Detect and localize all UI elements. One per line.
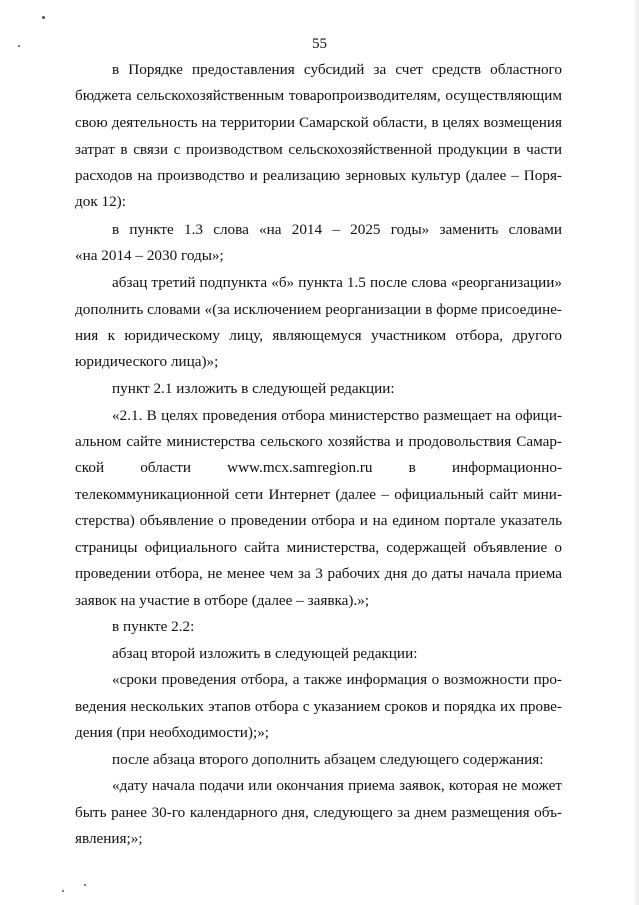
scan-speck xyxy=(62,890,64,892)
text-line: явления;»; xyxy=(75,830,143,847)
text-line: проведении отбора, не менее чем за 3 рабочих дня до даты начала приема xyxy=(75,565,562,582)
text-line: пункт 2.1 изложить в следующей редакции: xyxy=(112,380,395,397)
scan-speck xyxy=(84,884,86,886)
text-line: абзац третий подпункта «б» пункта 1.5 после слова «реорганизации» xyxy=(112,274,562,291)
scan-edge-shadow xyxy=(633,0,639,905)
text-line: «2.1. В целях проведения отбора министерство размещает на офици- xyxy=(112,407,562,424)
text-line: дения (при необходимости);»; xyxy=(75,724,270,741)
text-line: свою деятельность на территории Самарской области, в целях возмещения xyxy=(75,114,562,131)
text-line: в пункте 2.2: xyxy=(112,618,195,635)
text-line: док 12): xyxy=(75,193,126,210)
scan-speck xyxy=(18,45,20,47)
text-line: расходов на производство и реализацию зерновых культур (далее – Поря- xyxy=(75,167,562,184)
text-line: быть ранее 30-го календарного дня, следующего за днем размещения объ- xyxy=(75,804,562,821)
text-line: после абзаца второго дополнить абзацем следующего содержания: xyxy=(112,751,544,768)
text-line: ведения нескольких этапов отбора с указанием сроков и порядка их прове- xyxy=(75,698,562,715)
text-line: «дату начала подачи или окончания приема заявок, которая не может xyxy=(112,777,562,794)
text-line: заявок на участие в отборе (далее – заявка).»; xyxy=(75,592,370,609)
text-line: ния к юридическому лицу, являющемуся участником отбора, другого xyxy=(75,327,562,344)
text-line: бюджета сельскохозяйственным товаропроизводителям, осуществляющим xyxy=(75,87,562,104)
text-line: «сроки проведения отбора, а также информация о возможности про- xyxy=(112,671,562,688)
page-number: 55 xyxy=(312,36,327,52)
text-line: страницы официального сайта министерства, содержащей объявление о xyxy=(75,539,562,556)
text-line: стерства) объявление о проведении отбора и на едином портале указатель xyxy=(75,512,562,529)
text-line: ской области www.mcx.samregion.ru в информационно- xyxy=(75,459,562,476)
text-line: дополнить словами «(за исключением реорганизации в форме присоедине- xyxy=(75,301,562,318)
text-line: в пункте 1.3 слова «на 2014 – 2025 годы» заменить словами xyxy=(112,221,562,238)
text-line: юридического лица)»; xyxy=(75,353,219,370)
text-line: затрат в связи с производством сельскохозяйственной продукции в части xyxy=(75,141,562,158)
text-line: альном сайте министерства сельского хозяйства и продовольствия Самар- xyxy=(75,433,562,450)
text-line: телекоммуникационной сети Интернет (далее – официальный сайт мини- xyxy=(75,486,562,503)
text-line: в Порядке предоставления субсидий за счет средств областного xyxy=(112,61,562,78)
text-line: «на 2014 – 2030 годы»; xyxy=(75,247,224,264)
text-line: абзац второй изложить в следующей редакции: xyxy=(112,645,418,662)
scan-speck xyxy=(42,16,45,19)
